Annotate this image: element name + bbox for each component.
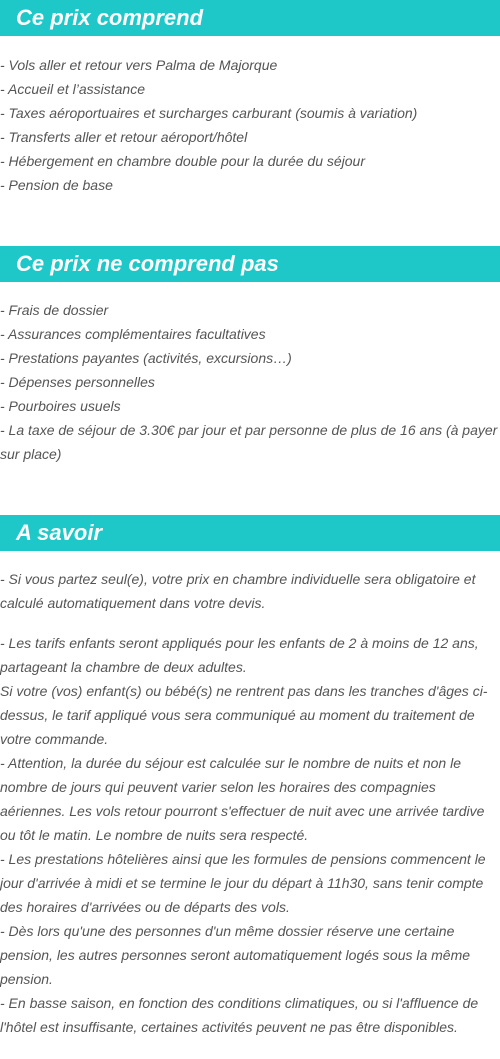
list-item: - Pourboires usuels [0,398,121,414]
section-title-excluded: Ce prix ne comprend pas [0,246,500,282]
list-item: Si votre (vos) enfant(s) ou bébé(s) ne rentrent pas dans les tranches d'âges ci-dessus, le tarif appliqué vous sera communiqué au moment du traitement de votre commande. [0,683,488,747]
included-list [0,53,500,197]
list-item: - Dépenses personnelles [0,374,155,390]
list-item: - Dès lors qu'une des personnes d'un même dossier réserve une certaine pension, les autres personnes seront automatiquement logés sous la même pension. [0,923,471,987]
info-list [0,631,500,1039]
list-item: - Frais de dossier [0,302,109,318]
list-item: - En basse saison, en fonction des conditions climatiques, ou si l'affluence de l'hôtel est insuffisante, certaines activités peuvent ne pas être disponibles. [0,995,479,1035]
section-title-included: Ce prix comprend [0,0,500,36]
list-item: - La taxe de séjour de 3.30€ par jour et par personne de plus de 16 ans (à payer sur place) [0,422,498,462]
list-item: - Vols aller et retour vers Palma de Majorque [0,57,278,73]
list-item: - Les tarifs enfants seront appliqués pour les enfants de 2 à moins de 12 ans, partageant la chambre de deux adultes. [0,635,479,675]
section-title-info: A savoir [0,515,500,551]
list-item: - Taxes aéroportuaires et surcharges carburant (soumis à variation) [0,105,418,121]
list-item: - Assurances complémentaires facultatives [0,326,266,342]
list-item: - Attention, la durée du séjour est calculée sur le nombre de nuits et non le nombre de jours qui peuvent varier selon les horaires des compagnies aériennes. Les vols retour pourront s'effectuer de nuit avec une arrivée tardive ou tôt le matin. Le nombre de nuits sera respecté. [0,755,485,843]
list-item: - Pension de base [0,177,113,193]
list-item: - Accueil et l’assistance [0,81,145,97]
section-info [0,515,500,1039]
list-item: - Prestations payantes (activités, excursions…) [0,350,292,366]
list-item: - Transferts aller et retour aéroport/hôtel [0,129,248,145]
info-intro: - Si vous partez seul(e), votre prix en chambre individuelle sera obligatoire et calculé automatiquement dans votre devis. [0,571,476,611]
excluded-list [0,298,500,466]
list-item: - Hébergement en chambre double pour la durée du séjour [0,153,366,169]
list-item: - Les prestations hôtelières ainsi que les formules de pensions commencent le jour d'arrivée à midi et se termine le jour du départ à 11h30, sans tenir compte des horaires d'arrivées ou de départs des vols. [0,851,486,915]
section-excluded [0,246,500,466]
section-included [0,0,500,197]
